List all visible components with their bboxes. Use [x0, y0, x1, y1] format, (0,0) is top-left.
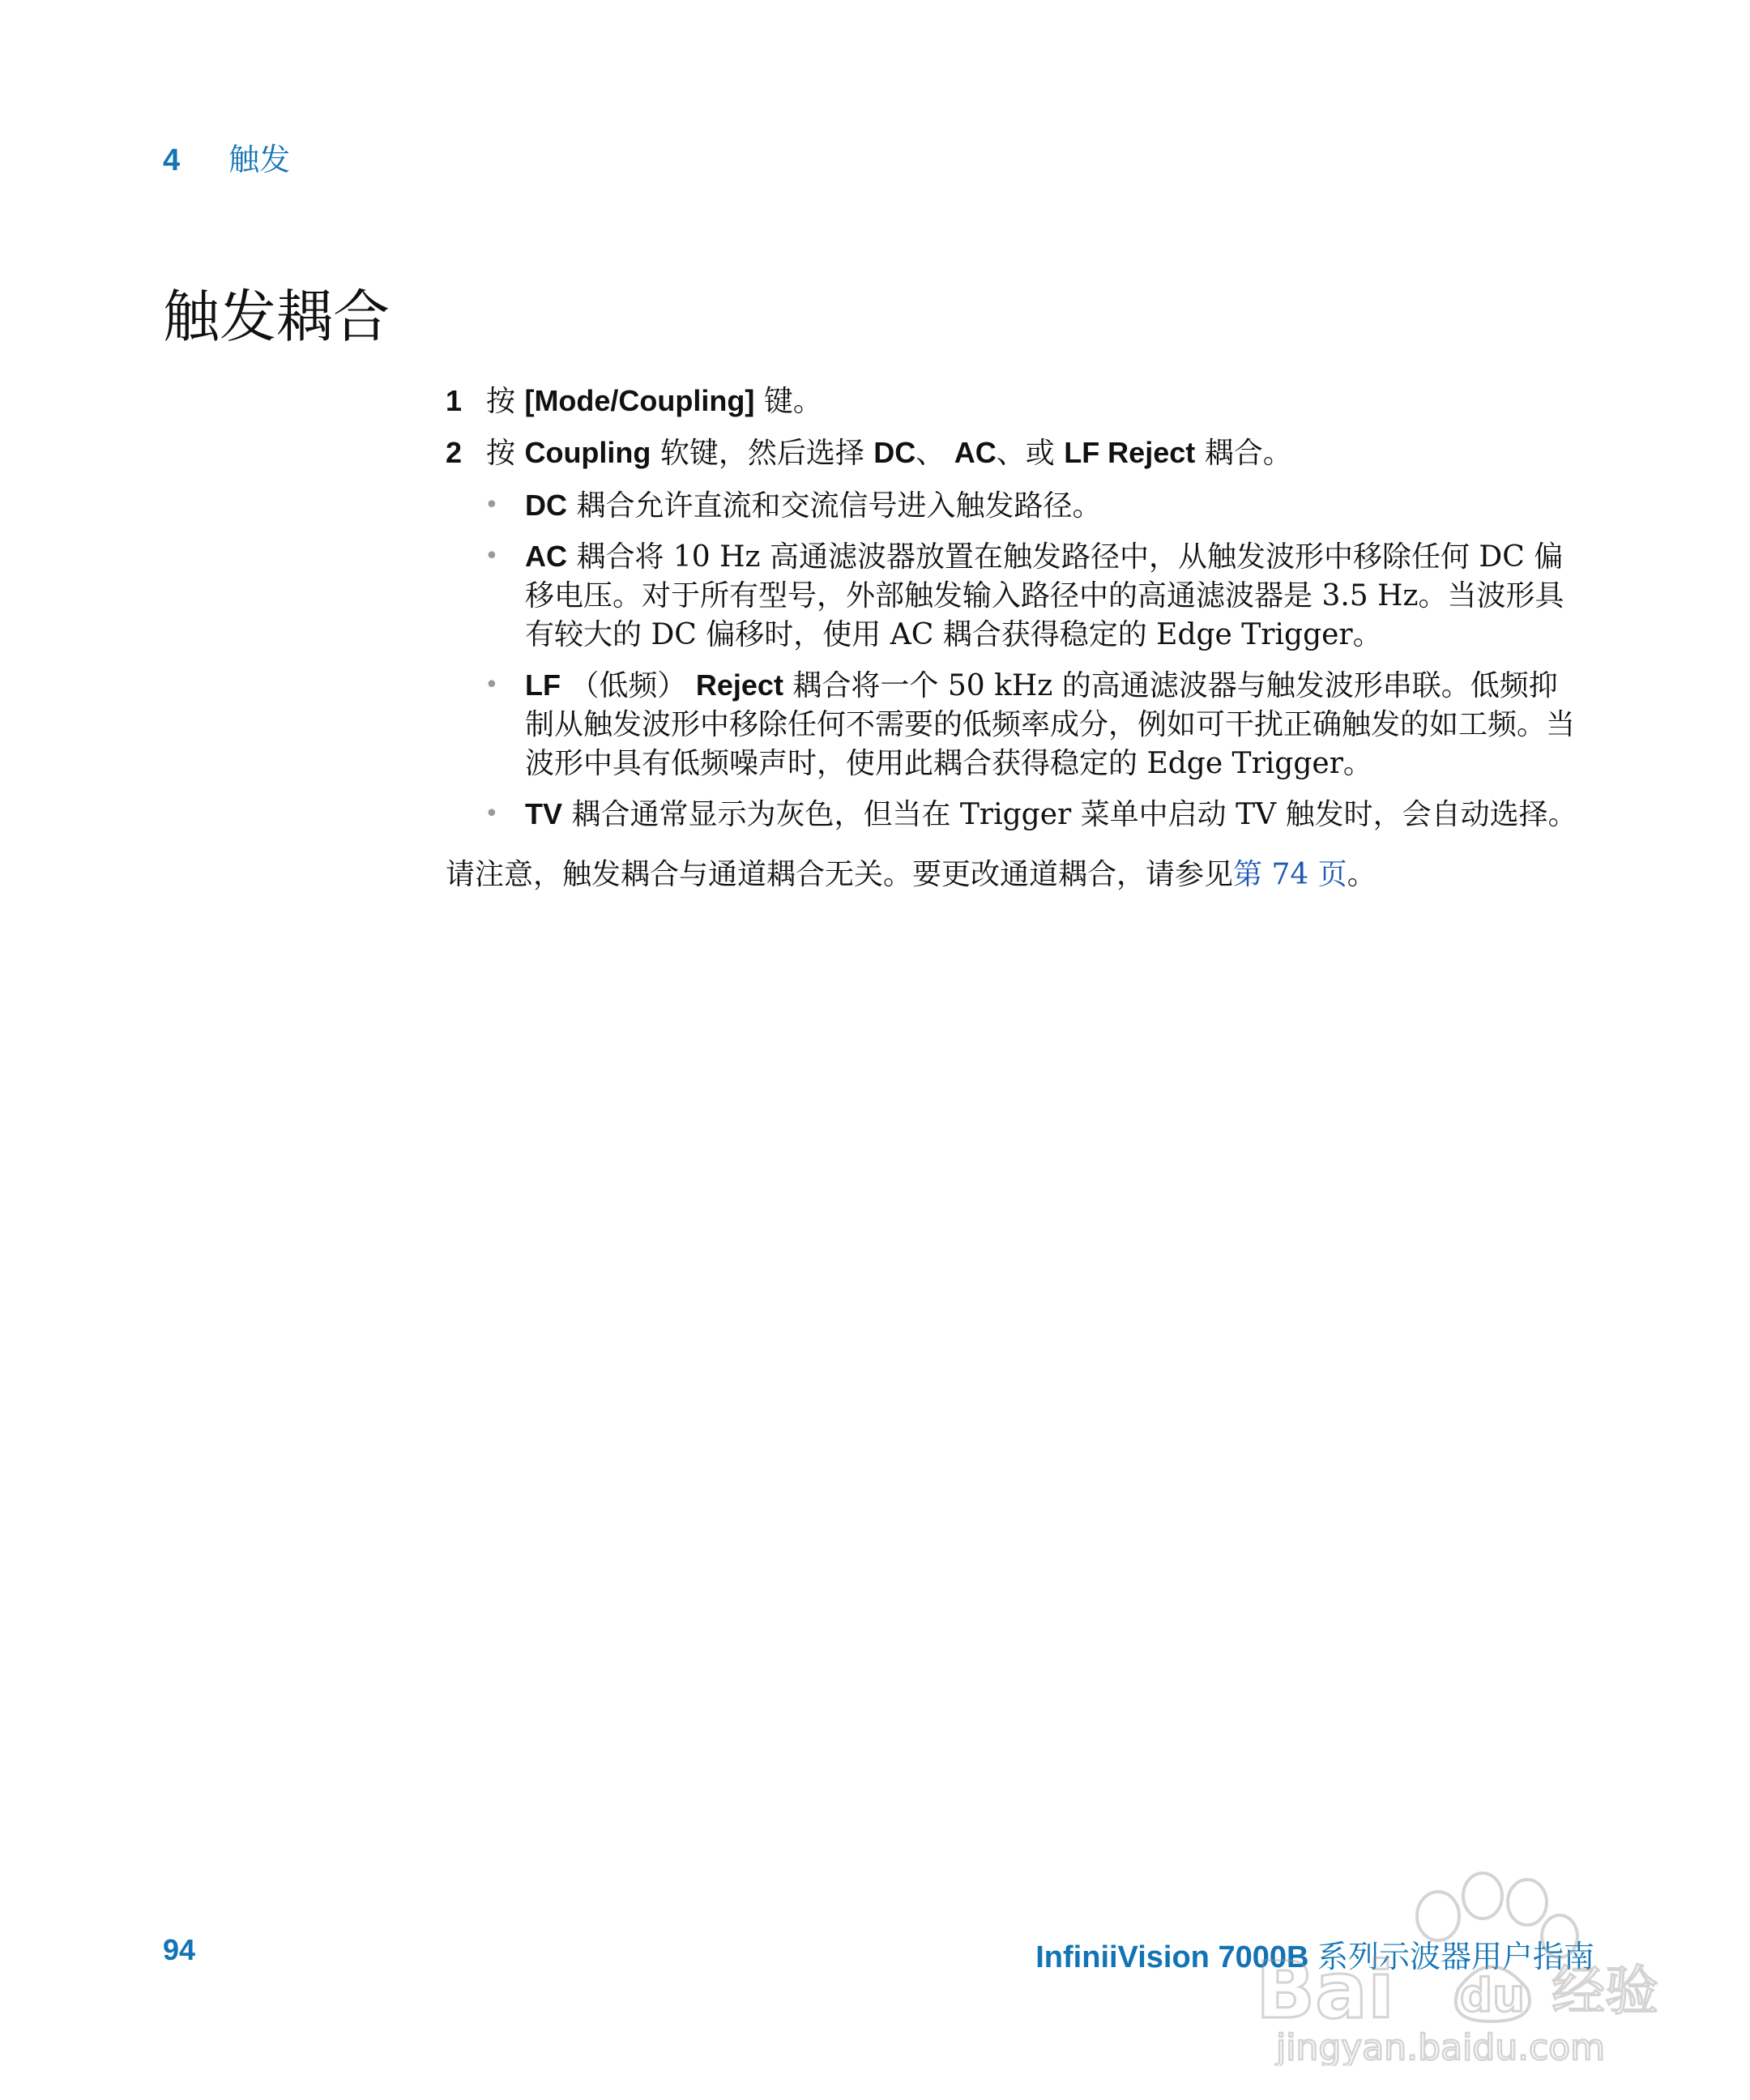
step-1 — [446, 382, 1612, 420]
step-text: 按 Coupling 软键，然后选择 DC、 AC、或 LF Reject 耦合。 — [486, 436, 1292, 470]
svg-text:经验: 经验 — [1552, 1960, 1658, 2022]
footer-title: InfiniiVision 7000B 系列示波器用户指南 — [1035, 1940, 1594, 1974]
step-number: 2 — [446, 436, 463, 469]
option-ac: AC — [954, 436, 997, 469]
key-label: [Mode/Coupling] — [524, 384, 755, 417]
option-lf-reject: LF Reject — [1064, 436, 1196, 469]
option-dc: DC — [873, 436, 916, 469]
bullet-icon: • — [484, 491, 499, 519]
page-number: 94 — [163, 1933, 196, 1966]
svg-text:Bai: Bai — [1256, 1945, 1394, 2036]
baidu-watermark-logo — [1248, 1823, 1669, 2066]
note-paragraph: 请注意，触发耦合与通道耦合无关。要更改通道耦合，请参见第 74 页。 — [446, 858, 1377, 891]
softkey-label: Coupling — [524, 436, 651, 469]
step-2 — [446, 434, 1612, 472]
step-text: 按 [Mode/Coupling] 键。 — [486, 384, 822, 418]
list-item-ac: • AC 耦合将 10 Hz 高通滤波器放置在触发路径中，从触发波形中移除任何 DC 偏移电压。对于所有型号，外部触发输入路径中的高通滤波器是 3.5 Hz。当波形具有较大的 DC 偏移时，使用 AC 耦合获得稳定的 Edge Trigger。 — [484, 537, 1586, 655]
list-item-lf-reject: • LF （低频） Reject 耦合将一个 50 kHz 的高通滤波器与触发波形串联。低频抑制从触发波形中移除任何不需要的低频率成分，例如可干扰正确触发的如工频。当波形中具有低频噪声时，使用此耦合获得稳定的 Edge Trigger。 — [484, 666, 1586, 783]
step-number: 1 — [446, 384, 463, 417]
svg-text:jingyan.baidu.com: jingyan.baidu.com — [1276, 2027, 1606, 2066]
bullet-icon: • — [484, 671, 499, 699]
page-title: 触发耦合 — [163, 284, 390, 350]
list-item-dc: • DC 耦合允许直流和交流信号进入触发路径。 — [484, 486, 1586, 526]
list-item-tv: • TV 耦合通常显示为灰色，但当在 Trigger 菜单中启动 TV 触发时，会自动选择。 — [484, 795, 1586, 834]
page-reference-link[interactable]: 第 74 页 — [1233, 858, 1347, 891]
svg-text:du: du — [1460, 1970, 1525, 2022]
bullet-icon: • — [484, 800, 499, 828]
chapter-header — [163, 134, 290, 179]
chapter-title: 触发 — [228, 143, 291, 177]
chapter-number: 4 — [163, 143, 181, 177]
coupling-options-list — [484, 486, 1586, 834]
main-content — [446, 382, 1612, 894]
bullet-icon: • — [484, 542, 499, 570]
